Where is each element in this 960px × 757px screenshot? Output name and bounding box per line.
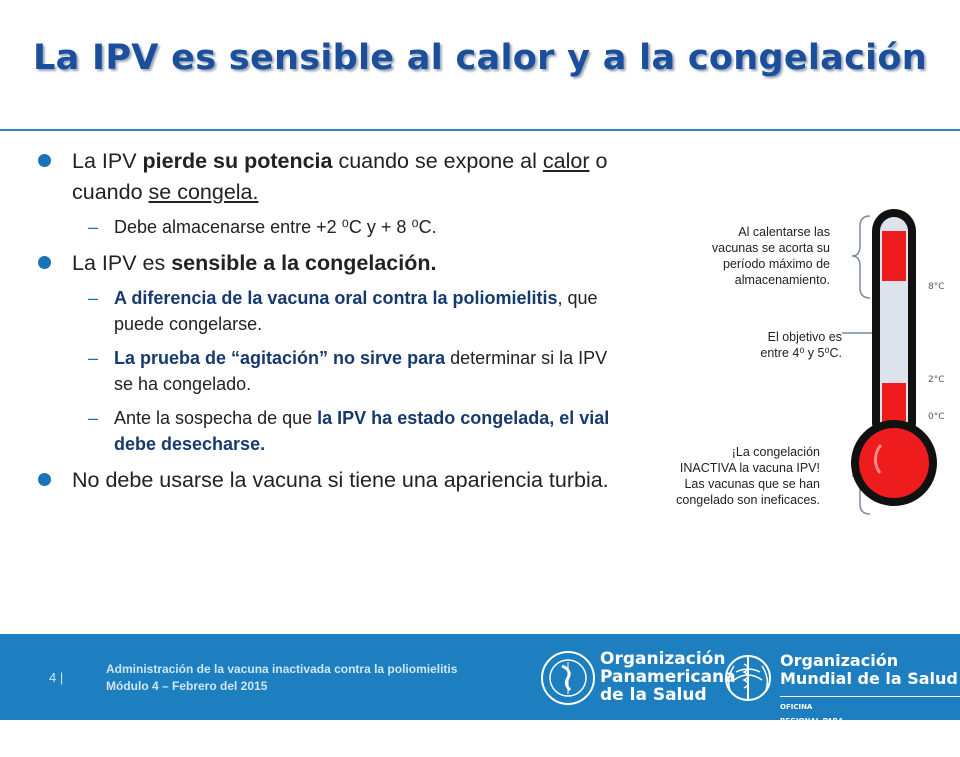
annotation-freeze: ¡La congelación INACTIVA la vacuna IPV! Las vacunas que se han congelado son ineficaces.: [676, 445, 820, 507]
bullet-turbid: No debe usarse la vacuna si tiene una apariencia turbia.: [38, 465, 618, 496]
thermometer-graphic: [850, 205, 960, 510]
annotation-target: El objetivo es entre 4⁰ y 5⁰C.: [760, 330, 842, 360]
footer-caption: Administración de la vacuna inactivada contra la poliomielitis Módulo 4 – Febrero del 2015: [106, 662, 458, 693]
sub-shake-test: – La prueba de “agitación” no sirve para determinar si la IPV se ha congelado.: [88, 348, 608, 394]
tick-label-8c: 8°C: [928, 282, 945, 292]
tick-label-0c: 0°C: [928, 412, 945, 422]
bullet-freeze-sensitive: La IPV es sensible a la congelación.: [38, 248, 618, 279]
paho-emblem-icon: [540, 650, 596, 706]
slide-content: [38, 146, 618, 502]
paho-logo: Organización Panamericana de la Salud: [540, 650, 596, 711]
bullet-potency: La IPV pierde su potencia cuando se expone al calor o cuando se congela.: [38, 146, 618, 208]
sub-oral-vaccine: – A diferencia de la vacuna oral contra la poliomielitis, que puede congelarse.: [88, 288, 598, 334]
who-logo: Organización Mundial de la Salud OFICINA REGIONAL PARA LAS Américas: [720, 650, 776, 711]
annotation-heat: Al calentarse las vacunas se acorta su período máximo de almacenamiento.: [711, 225, 830, 287]
slide-title: La IPV es sensible al calor y a la congelación: [33, 38, 927, 78]
title-divider: [0, 129, 960, 131]
bullet-dot: [38, 473, 51, 486]
tick-label-2c: 2°C: [928, 375, 945, 385]
page-number: 4 |: [49, 670, 64, 685]
slide-footer: [0, 634, 960, 756]
bullet-dot: [38, 154, 51, 167]
sub-storage-range: – Debe almacenarse entre +2 ⁰C y + 8 ⁰C.: [88, 217, 437, 237]
who-emblem-icon: [720, 650, 776, 706]
sub-discard-vial: – Ante la sospecha de que la IPV ha estado congelada, el vial debe desecharse.: [88, 408, 610, 454]
bullet-dot: [38, 256, 51, 269]
